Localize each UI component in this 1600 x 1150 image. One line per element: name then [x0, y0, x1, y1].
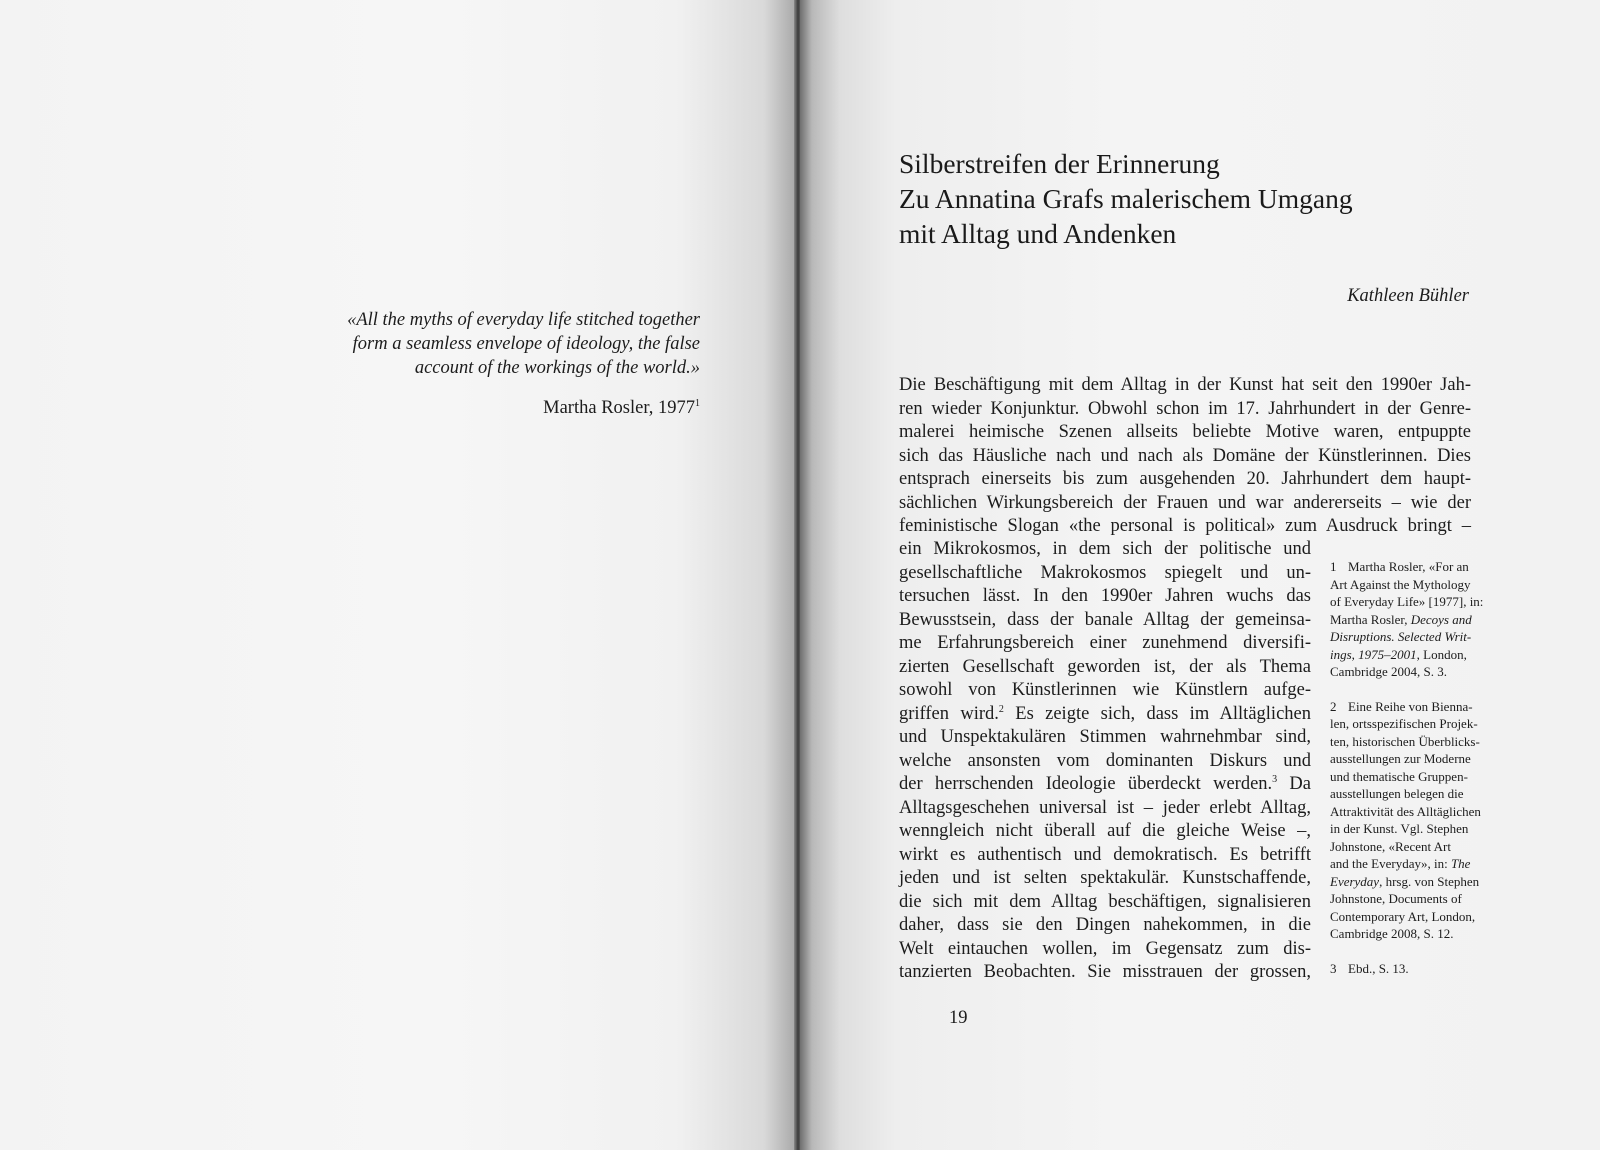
footnote-line: [1330, 960, 1409, 978]
footnote-line: Art Against the Mythology: [1330, 576, 1471, 592]
footnote-line: [1330, 873, 1520, 891]
body-line: feministische Slogan «the personal is political» zum Ausdruck bringt –: [899, 516, 1471, 536]
body-line: Alltagsgeschehen universal ist – jeder erlebt Alltag,: [899, 797, 1311, 818]
footnote-line: ten, historischen Überblicks-: [1330, 733, 1480, 749]
body-line: wirkt es authentisch und demokratisch. Es betrifft: [899, 844, 1311, 865]
left-page: [0, 0, 796, 1150]
body-line-segment: Da: [1277, 774, 1311, 794]
footnote-text: , London,: [1416, 646, 1467, 662]
footnote-ref-1[interactable]: 1: [695, 397, 700, 409]
title-line: Zu Annatina Grafs malerischem Umgang: [899, 183, 1353, 214]
footnotes-column: [1330, 558, 1520, 976]
footnote-text: Eine Reihe von Bienna-: [1348, 698, 1473, 714]
epigraph-quote-line: form a seamless envelope of ideology, the false: [352, 334, 700, 354]
footnote-text: Martha Rosler, «For an: [1348, 559, 1469, 574]
footnote-number: 3: [1330, 961, 1337, 976]
footnote-ref-3[interactable]: 3: [1272, 773, 1278, 785]
footnote-ref-2[interactable]: 2: [998, 703, 1004, 715]
footnote-2: [1330, 698, 1520, 943]
footnote-line: of Everyday Life» [1977], in:: [1330, 594, 1484, 609]
body-line: gesellschaftliche Makrokosmos spiegelt und un-: [899, 562, 1311, 583]
footnote-italic: ings, 1975–2001: [1330, 646, 1417, 662]
body-line: me Erfahrungsbereich einer zunehmend diversifi-: [899, 633, 1311, 653]
footnote-italic: The: [1450, 856, 1471, 871]
body-line: ren wieder Konjunktur. Obwohl schon im 17. Jahrhundert in der Genre-: [899, 398, 1471, 419]
body-line: malerei heimische Szenen allseits beliebte Motive waren, entpuppte: [899, 422, 1471, 442]
footnote-text: and the Everyday», in:: [1330, 856, 1451, 871]
body-line: und Unspektakulären Stimmen wahrnehmbar sind,: [899, 727, 1311, 747]
footnote-line: in der Kunst. Vgl. Stephen: [1330, 821, 1469, 836]
body-line-segment: Es zeigte sich, dass im Alltäglichen: [1003, 703, 1311, 724]
body-line: zierten Gesellschaft geworden ist, der als Thema: [899, 656, 1311, 677]
epigraph-author-name: Martha Rosler, 1977: [543, 398, 695, 418]
body-line: Die Beschäftigung mit dem Alltag in der Kunst hat seit den 1990er Jah-: [899, 375, 1471, 395]
footnote-line: Johnstone, «Recent Art: [1330, 838, 1451, 854]
footnote-line: ausstellungen belegen die: [1330, 786, 1464, 801]
footnote-italic: Everyday: [1330, 873, 1380, 889]
epigraph-author: [280, 396, 700, 420]
body-line-segment: griffen wird.: [899, 703, 999, 724]
epigraph: [280, 308, 700, 420]
footnote-line: Contemporary Art, London,: [1330, 908, 1476, 924]
footnote-italic: Decoys and: [1410, 611, 1472, 627]
title-line: Silberstreifen der Erinnerung: [899, 148, 1220, 179]
footnote-number: 2: [1330, 698, 1337, 714]
footnote-line: Cambridge 2004, S. 3.: [1330, 664, 1447, 679]
epigraph-quote-line: account of the workings of the world.»: [414, 358, 700, 378]
body-line: sächlichen Wirkungsbereich der Frauen und war andererseits – wie der: [899, 492, 1471, 513]
body-line: ein Mikrokosmos, in dem sich der politische und: [899, 539, 1311, 559]
body-line: tersuchen lässt. In den 1990er Jahren wuchs das: [899, 586, 1311, 606]
body-line: [899, 703, 1311, 727]
right-page: [800, 0, 1600, 1150]
body-line: welche ansonsten vom dominanten Diskurs und: [899, 750, 1311, 771]
footnote-1: [1330, 558, 1520, 681]
footnote-text: , hrsg. von Stephen: [1379, 873, 1480, 889]
footnote-line: [1330, 611, 1520, 629]
footnote-line: ausstellungen zur Moderne: [1330, 751, 1471, 766]
footnote-3: [1330, 960, 1409, 978]
footnote-line: Johnstone, Documents of: [1330, 891, 1462, 906]
footnote-line: [1330, 628, 1520, 646]
article-author: Kathleen Bühler: [1347, 286, 1469, 306]
page-number: 19: [949, 1008, 968, 1028]
body-text-full-width: [899, 374, 1471, 539]
footnote-line: [1330, 646, 1520, 664]
body-line: wenngleich nicht überall auf die gleiche Weise –,: [899, 821, 1311, 841]
body-line: Bewusstsein, dass der banale Alltag der gemeinsa-: [899, 609, 1311, 630]
footnote-line: Attraktivität des Alltäglichen: [1330, 803, 1481, 819]
body-line: entsprach einerseits bis zum ausgehenden 20. Jahrhundert dem haupt-: [899, 469, 1471, 489]
footnote-line: [1330, 698, 1520, 716]
epigraph-quote: [280, 308, 700, 380]
body-text-column: [899, 538, 1311, 985]
body-line-segment: der herrschenden Ideologie überdeckt werden.: [899, 774, 1273, 794]
body-line: sich das Häusliche nach und nach als Domäne der Künstlerinnen. Dies: [899, 445, 1471, 466]
body-line: tanzierten Beobachten. Sie misstrauen der grossen,: [899, 962, 1311, 982]
footnote-line: [1330, 855, 1520, 873]
footnote-line: [1330, 558, 1520, 576]
article-title: [899, 146, 1459, 251]
body-line: [899, 773, 1311, 797]
body-line: jeden und ist selten spektakulär. Kunstschaffende,: [899, 868, 1311, 888]
body-line: sowohl von Künstlerinnen wie Künstlern aufge-: [899, 680, 1311, 700]
footnote-line: len, ortsspezifischen Projek-: [1330, 716, 1478, 731]
footnote-line: und thematische Gruppen-: [1330, 768, 1468, 784]
title-line: mit Alltag und Andenken: [899, 218, 1177, 249]
footnote-text: Martha Rosler,: [1330, 611, 1411, 627]
body-line: daher, dass sie den Dingen nahekommen, in die: [899, 915, 1311, 935]
body-line: Welt eintauchen wollen, im Gegensatz zum dis-: [899, 938, 1311, 959]
footnote-line: Cambridge 2008, S. 12.: [1330, 926, 1454, 941]
footnote-italic: Disruptions. Selected Writ-: [1330, 629, 1472, 644]
body-line: die sich mit dem Alltag beschäftigen, signalisieren: [899, 891, 1311, 912]
epigraph-quote-line: «All the myths of everyday life stitched together: [347, 310, 700, 330]
footnote-number: 1: [1330, 559, 1337, 574]
footnote-text: Ebd., S. 13.: [1348, 961, 1409, 976]
